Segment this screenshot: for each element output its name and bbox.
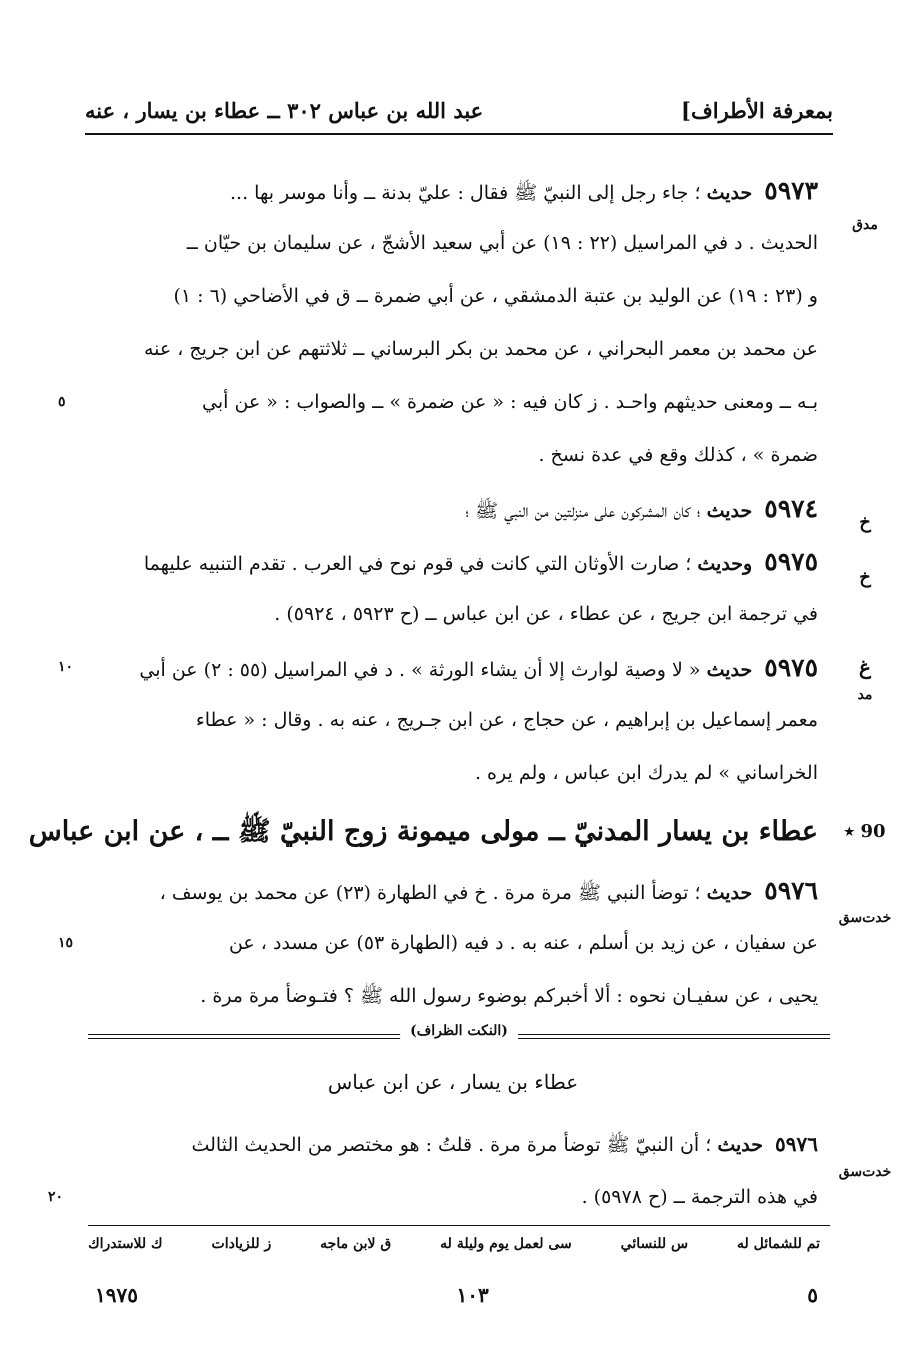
- margin-sigla: مدق: [852, 217, 878, 233]
- line-text: ؛ صارت الأوثان التي كانت في قوم نوح في العرب . تقدم التنبيه عليهما: [143, 553, 692, 575]
- line-text: عن محمد بن معمر البحراني ، عن محمد بن بكر البرساني ــ ثلاثتهم عن ابن جريج ، عنه: [143, 338, 818, 360]
- running-header: [85, 88, 833, 132]
- text-line: [88, 270, 818, 323]
- line-text: في هذه الترجمة ــ (ح ٥٩٧٨) .: [581, 1186, 818, 1208]
- line-text: الخراساني » لم يدرك ابن عباس ، ولم يره .: [474, 762, 818, 784]
- line-text: ضمرة » ، كذلك وقع في عدة نسخ .: [538, 444, 818, 466]
- text-line: [88, 323, 818, 376]
- text-line: [88, 1118, 892, 1180]
- line-text: معمر إسماعيل بن إبراهيم ، عن حجاج ، عن ابن جـريج ، عنه به . وقال : « عطاء: [195, 709, 818, 731]
- footnote-rule: [88, 1225, 830, 1226]
- volume-number: ٥: [807, 1283, 818, 1307]
- main-text: [28, 164, 892, 1023]
- abbrev-item: تم للشمائل له: [737, 1236, 820, 1252]
- text-line: [88, 694, 818, 747]
- line-text: « لا وصية لوارث إلا أن يشاء الورثة » . د في المراسيل (٥٥ : ٢) عن أبي: [139, 659, 701, 681]
- narrator-number-block: [820, 800, 910, 864]
- text-line: [58, 641, 873, 703]
- page-footer: [95, 1283, 818, 1313]
- abbreviations-key: [88, 1236, 820, 1264]
- line-text: و (٢٣ : ١٩) عن الوليد بن عتبة الدمشقي ، عن أبي ضمرة ــ ق في الأضاحي (٦ : ١): [173, 285, 818, 307]
- hadith-number: ٥٩٧٥: [764, 653, 818, 682]
- nukat-heading: عطاء بن يسار ، عن ابن عباس: [327, 1070, 579, 1094]
- hadith-keyword: حديث: [706, 882, 753, 904]
- nukat-label: (النكت الظراف): [400, 1023, 518, 1039]
- margin-sigla: خدت‌سق: [838, 910, 892, 926]
- text-line: [88, 164, 818, 217]
- narrator-name: عطاء بن يسار المدنيّ ــ مولى ميمونة زوج النبيّ ﷺ ــ ، عن ابن عباس: [28, 816, 818, 847]
- header-section-title: عبد الله بن عباس ٣٠٢ ــ عطاء بن يسار ، عنه: [85, 97, 484, 123]
- line-text: الحديث . د في المراسيل (٢٢ : ١٩) عن أبي سعيد الأشجّ ، عن سليمان بن حيّان ــ: [186, 232, 818, 254]
- header-book-title: بمعرفة الأطراف]: [681, 97, 833, 123]
- abbrev-item: ق لابن ماجه: [320, 1236, 392, 1252]
- entry-5975-gh: [58, 641, 873, 800]
- margin-sigla: خدت‌سق: [838, 1164, 892, 1180]
- abbrev-item: ز للزيادات: [211, 1236, 272, 1252]
- narrator-number: 90: [860, 821, 886, 842]
- hadith-number: ٥٩٧٣: [764, 176, 818, 205]
- line-text: ؛ أن النبيّ ﷺ توضأ مرة مرة . قلتُ : هو مختصر من الحديث الثالث: [191, 1134, 712, 1156]
- hadith-number: ٥٩٧٤: [764, 494, 818, 523]
- text-line: [88, 588, 818, 641]
- text-line: [88, 747, 818, 800]
- hadith-keyword: حديث: [706, 659, 753, 681]
- hadith-number: ٥٩٧٦: [775, 1132, 818, 1156]
- hadith-keyword: حديث: [706, 182, 753, 204]
- line-number-marker: ٢٠: [48, 1189, 64, 1205]
- abbrev-item: سى لعمل يوم وليلة له: [440, 1236, 572, 1252]
- line-number-marker: ١٠: [58, 659, 74, 675]
- line-text: بـه ــ ومعنى حديثهم واحـد . ز كان فيه : « عن ضمرة » ــ والصواب : « عن أبي: [202, 391, 818, 413]
- line-text: يحيى ، عن سفيـان نحوه : ألا أخبركم بوضوء رسول الله ﷺ ؟ فتـوضأ مرة مرة .: [200, 985, 818, 1007]
- line-number-marker: ٥: [58, 394, 66, 410]
- entry-5973: [58, 164, 878, 482]
- line-number-marker: ١٥: [58, 935, 74, 951]
- margin-prefix: غ: [859, 655, 871, 679]
- abbrev-item: ك للاستدراك: [88, 1236, 163, 1252]
- text-line: [88, 970, 818, 1023]
- hadith-keyword: حديث: [706, 500, 753, 522]
- line-text: عن سفيان ، عن زيد بن أسلم ، عنه به . د فيه (الطهارة ٥٣) عن مسدد ، عن: [228, 932, 818, 954]
- margin-sigla: خ: [859, 567, 871, 588]
- hadith-keyword: حديث: [717, 1134, 763, 1156]
- margin-sigla: مد: [857, 687, 873, 703]
- entry-5976: [58, 864, 892, 1023]
- line-text: ؛ كان المشركون على منزلتين من النبي ﷺ ؛: [465, 500, 701, 522]
- abbrev-item: س للنسائي: [620, 1236, 689, 1252]
- text-line: [48, 1171, 818, 1224]
- text-line: [88, 864, 892, 926]
- line-text: في ترجمة ابن جريج ، عن عطاء ، عن ابن عباس ــ (ح ٥٩٢٣ ، ٥٩٢٤) .: [274, 603, 818, 625]
- text-line: [88, 535, 871, 588]
- entry-5974: [88, 482, 871, 535]
- text-line: [58, 917, 818, 970]
- text-line: [88, 217, 878, 270]
- line-text: ؛ توضأ النبي ﷺ مرة مرة . خ في الطهارة (٢٣) عن محمد بن يوسف ،: [159, 882, 701, 904]
- hadith-keyword: وحديث: [697, 553, 753, 575]
- entry-5975: [88, 535, 871, 641]
- text-line: [88, 429, 818, 482]
- hadith-number: ٥٩٧٥: [764, 547, 818, 576]
- line-text: ؛ جاء رجل إلى النبيّ ﷺ فقال : عليّ بدنة ــ وأنا موسر بها ...: [230, 182, 701, 204]
- page-number: ١٠٣: [456, 1283, 489, 1307]
- narrator-heading: [28, 800, 886, 864]
- text-line: [88, 482, 871, 535]
- margin-sigla: خ: [859, 512, 871, 533]
- text-line: [58, 376, 818, 429]
- running-page-number: ١٩٧٥: [95, 1283, 138, 1307]
- hadith-number: ٥٩٧٦: [764, 876, 818, 905]
- nukat-entry: [48, 1118, 892, 1224]
- star-icon: ٭: [844, 821, 855, 842]
- nukat-divider: [88, 1025, 830, 1047]
- header-rule: [85, 133, 833, 135]
